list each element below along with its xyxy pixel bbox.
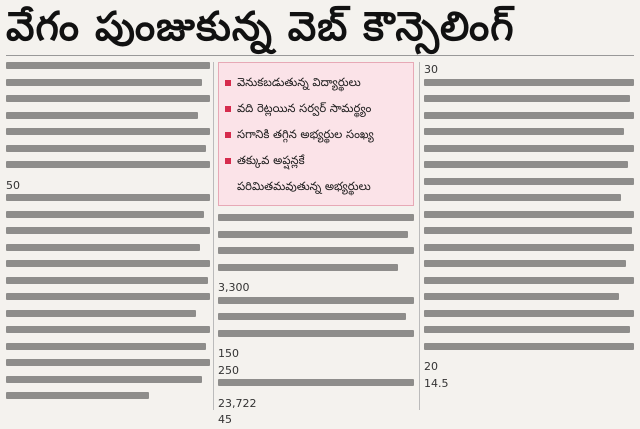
highlights-box bbox=[218, 62, 414, 206]
figure-right-lakh: 14.5 bbox=[424, 376, 449, 390]
bullet-icon bbox=[225, 106, 231, 112]
figure-left-count: 50 bbox=[6, 178, 20, 192]
figure-mid-count: 3,300 bbox=[218, 281, 250, 294]
article-column-right bbox=[424, 62, 634, 410]
headline-rule bbox=[6, 55, 634, 56]
highlight-item: వది రెట్లయిన సర్వర్ సామర్థ్యం bbox=[225, 95, 407, 121]
column-divider-left bbox=[213, 62, 214, 410]
highlight-item: పరిమితమవుతున్న అభ్యర్థులు bbox=[237, 179, 371, 193]
headline: వేగం పుంజుకున్న వెబ్ కౌన్సెలింగ్ bbox=[6, 4, 515, 50]
column-divider-right bbox=[419, 62, 420, 410]
highlight-item: వెనుకబడుతున్న విద్యార్థులు bbox=[225, 69, 407, 95]
article-column-left bbox=[6, 62, 210, 410]
article-column-middle bbox=[218, 214, 414, 426]
highlight-item: తక్కువ అప్షన్లకే bbox=[225, 147, 407, 173]
figure-mid-c: 45 bbox=[218, 413, 232, 426]
bullet-icon bbox=[225, 158, 231, 164]
figure-mid-a: 150 bbox=[218, 347, 239, 360]
figure-mid-rank: 23,722 bbox=[218, 396, 257, 410]
figure-right-start: 20 bbox=[424, 360, 438, 373]
highlight-item: సగానికి తగ్గిన అభ్యర్థుల సంఖ్య bbox=[225, 121, 407, 147]
bullet-icon bbox=[225, 132, 231, 138]
figure-top-right: 30 bbox=[424, 63, 438, 76]
figure-mid-b: 250 bbox=[218, 363, 239, 377]
bullet-icon bbox=[225, 80, 231, 86]
